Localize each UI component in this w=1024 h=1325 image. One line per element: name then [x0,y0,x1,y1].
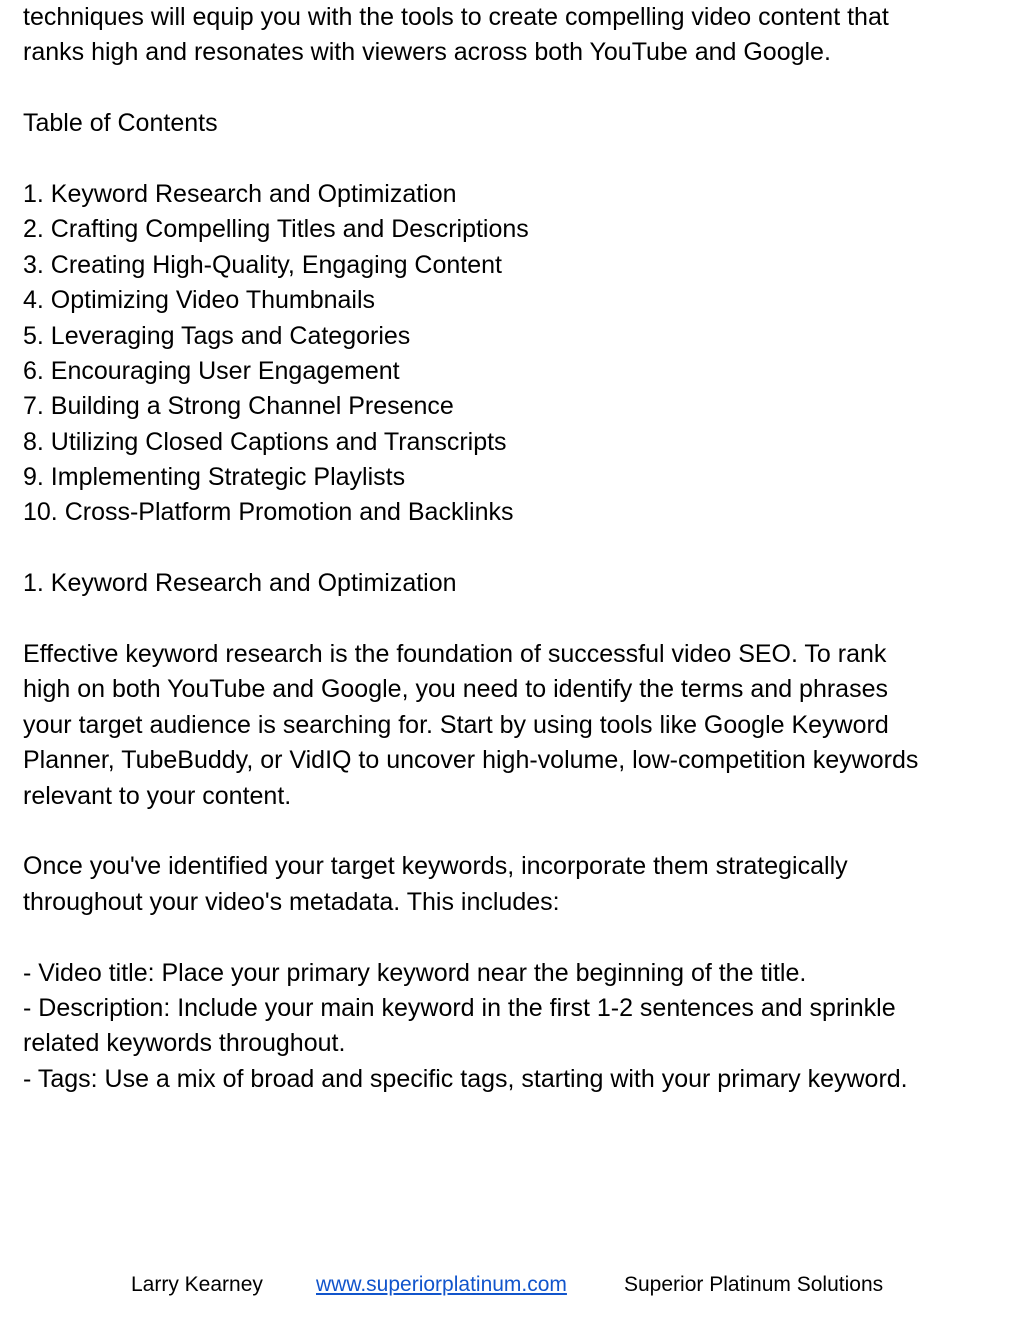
intro-paragraph [23,0,998,71]
intro-line: techniques will equip you with the tools to create compelling video content that [23,3,889,31]
paragraph-line: throughout your video's metadata. This includes: [23,887,560,916]
toc-item: 9. Implementing Strategic Playlists [23,463,406,492]
toc-item: 7. Building a Strong Channel Presence [23,392,454,421]
toc-item: 10. Cross-Platform Promotion and Backlinks [23,498,514,527]
list-item: - Description: Include your main keyword in the first 1-2 sentences and sprinkle [23,993,896,1022]
blank-line [23,71,998,106]
blank-line [23,814,998,849]
footer-website-link[interactable]: www.superiorplatinum.com [316,1273,567,1296]
blank-line [23,920,998,955]
list-item: - Video title: Place your primary keyword near the beginning of the title. [23,958,807,987]
paragraph-line: Once you've identified your target keywords, incorporate them strategically [23,852,848,881]
section-paragraph [23,849,998,920]
toc-item: 1. Keyword Research and Optimization [23,179,457,208]
toc-item: 8. Utilizing Closed Captions and Transcripts [23,427,507,456]
toc-item: 6. Encouraging User Engagement [23,356,400,385]
paragraph-line: your target audience is searching for. Start by using tools like Google Keyword [23,710,889,739]
footer-author: Larry Kearney [131,1273,263,1296]
paragraph-line: high on both YouTube and Google, you need to identify the terms and phrases [23,675,888,704]
section-heading: 1. Keyword Research and Optimization [23,569,457,598]
list-item: - Tags: Use a mix of broad and specific tags, starting with your primary keyword. [23,1064,908,1093]
toc-heading: Table of Contents [23,109,218,138]
paragraph-line: Planner, TubeBuddy, or VidIQ to uncover high-volume, low-competition keywords [23,746,919,775]
paragraph-line: relevant to your content. [23,781,292,810]
toc-item: 4. Optimizing Video Thumbnails [23,286,376,315]
paragraph-line: Effective keyword research is the foundation of successful video SEO. To rank [23,640,887,669]
toc-item: 2. Crafting Compelling Titles and Descriptions [23,215,529,244]
section-paragraph [23,637,998,814]
blank-line [23,602,998,637]
footer-company: Superior Platinum Solutions [624,1273,884,1296]
toc-list [23,177,998,531]
document-body [23,0,998,1097]
list-item: related keywords throughout. [23,1029,346,1058]
blank-line [23,531,998,566]
toc-item: 5. Leveraging Tags and Categories [23,321,411,350]
blank-line [23,142,998,177]
toc-item: 3. Creating High-Quality, Engaging Content [23,250,502,279]
page-footer [0,1270,1024,1300]
metadata-list [23,956,998,1098]
intro-line: ranks high and resonates with viewers across both YouTube and Google. [23,38,831,67]
